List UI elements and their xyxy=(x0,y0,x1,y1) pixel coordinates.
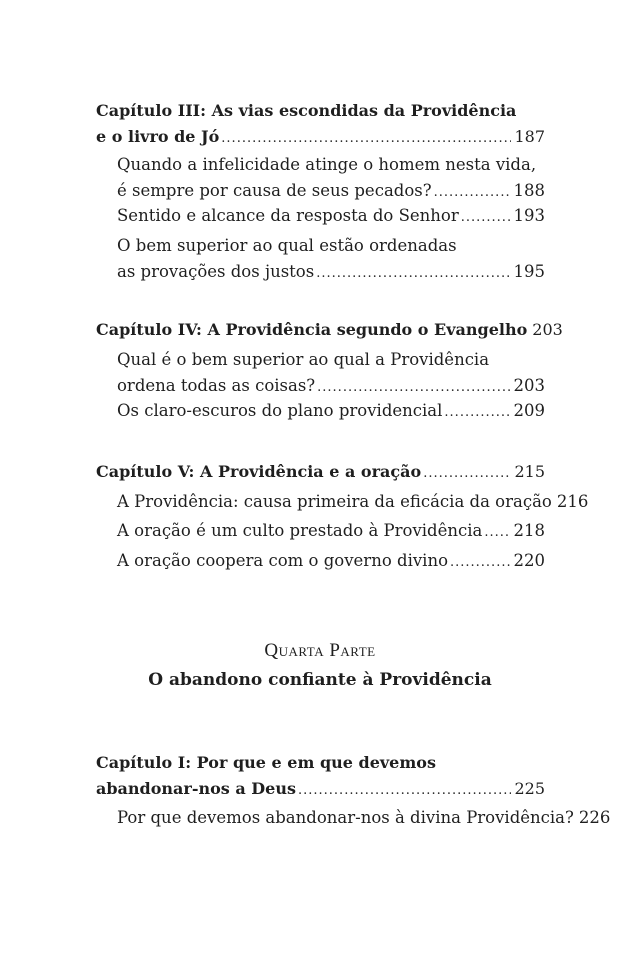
section-title-line: Qual é o bem superior ao qual a Providência xyxy=(117,350,490,369)
section-title-line: Sentido e alcance da resposta do Senhor xyxy=(117,206,459,225)
dot-leader xyxy=(316,261,510,287)
page-number: 220 xyxy=(513,551,545,570)
section-entry[interactable] xyxy=(117,398,545,426)
dot-leader xyxy=(423,461,511,487)
dot-leader xyxy=(461,205,511,231)
section-entry[interactable] xyxy=(117,347,545,401)
page-number: 203 xyxy=(532,320,563,339)
chapter-title-line: Capítulo IV: A Providência segundo o Evangelho xyxy=(96,320,528,339)
page-number: 216 xyxy=(556,492,589,511)
chapter-title-line: e o livro de Jó xyxy=(96,127,220,146)
page-number: 203 xyxy=(513,376,545,395)
section-entry[interactable] xyxy=(117,805,611,833)
page-number: 226 xyxy=(578,808,611,827)
page-number: 215 xyxy=(514,462,545,481)
page-number: 218 xyxy=(513,521,545,540)
chapter-title-line: Capítulo III: As vias escondidas da Providência xyxy=(96,101,517,120)
dot-leader xyxy=(221,126,511,152)
section-title-line: ordena todas as coisas? xyxy=(117,376,316,395)
section-entry[interactable] xyxy=(117,489,589,517)
page-number: 209 xyxy=(513,401,545,420)
section-entry[interactable] xyxy=(117,152,545,206)
section-title-line: A oração é um culto prestado à Providência xyxy=(117,521,483,540)
section-entry[interactable] xyxy=(117,233,545,287)
section-entry[interactable] xyxy=(117,548,545,576)
chapter-title-line: abandonar-nos a Deus xyxy=(96,779,296,798)
chapter-title-line: Capítulo I: Por que e em que devemos xyxy=(96,753,436,772)
dot-leader xyxy=(450,550,511,576)
chapter-title-line: Capítulo V: A Providência e a oração xyxy=(96,462,422,481)
dot-leader xyxy=(444,400,510,426)
section-title-line: Quando a infelicidade atinge o homem nesta vida, xyxy=(117,155,537,174)
page-number: 188 xyxy=(513,181,545,200)
page-number: 193 xyxy=(513,206,545,225)
section-title-line: é sempre por causa de seus pecados? xyxy=(117,181,432,200)
page-number: 225 xyxy=(514,779,545,798)
section-entry[interactable] xyxy=(117,518,545,546)
part-label: Quarta Parte xyxy=(264,640,376,661)
page-number: 195 xyxy=(513,262,545,281)
chapter-4-entry[interactable] xyxy=(96,317,563,345)
page-number: 187 xyxy=(514,127,545,146)
section-title-line: A Providência: causa primeira da eficácia da oração xyxy=(117,492,552,511)
dot-leader xyxy=(298,778,511,804)
part-title: O abandono confiante à Providência xyxy=(148,670,492,690)
chapter-3-entry[interactable] xyxy=(96,98,545,152)
chapter-5-entry[interactable] xyxy=(96,459,545,487)
section-title-line: Os claro-escuros do plano providencial xyxy=(117,401,443,420)
dot-leader xyxy=(484,520,510,546)
section-title-line: O bem superior ao qual estão ordenadas xyxy=(117,236,457,255)
section-title-line: as provações dos justos xyxy=(117,262,315,281)
section-entry[interactable] xyxy=(117,203,545,231)
section-title-line: A oração coopera com o governo divino xyxy=(117,551,448,570)
section-title-line: Por que devemos abandonar-nos à divina Providência? xyxy=(117,808,574,827)
part4-chapter-1-entry[interactable] xyxy=(96,750,545,804)
